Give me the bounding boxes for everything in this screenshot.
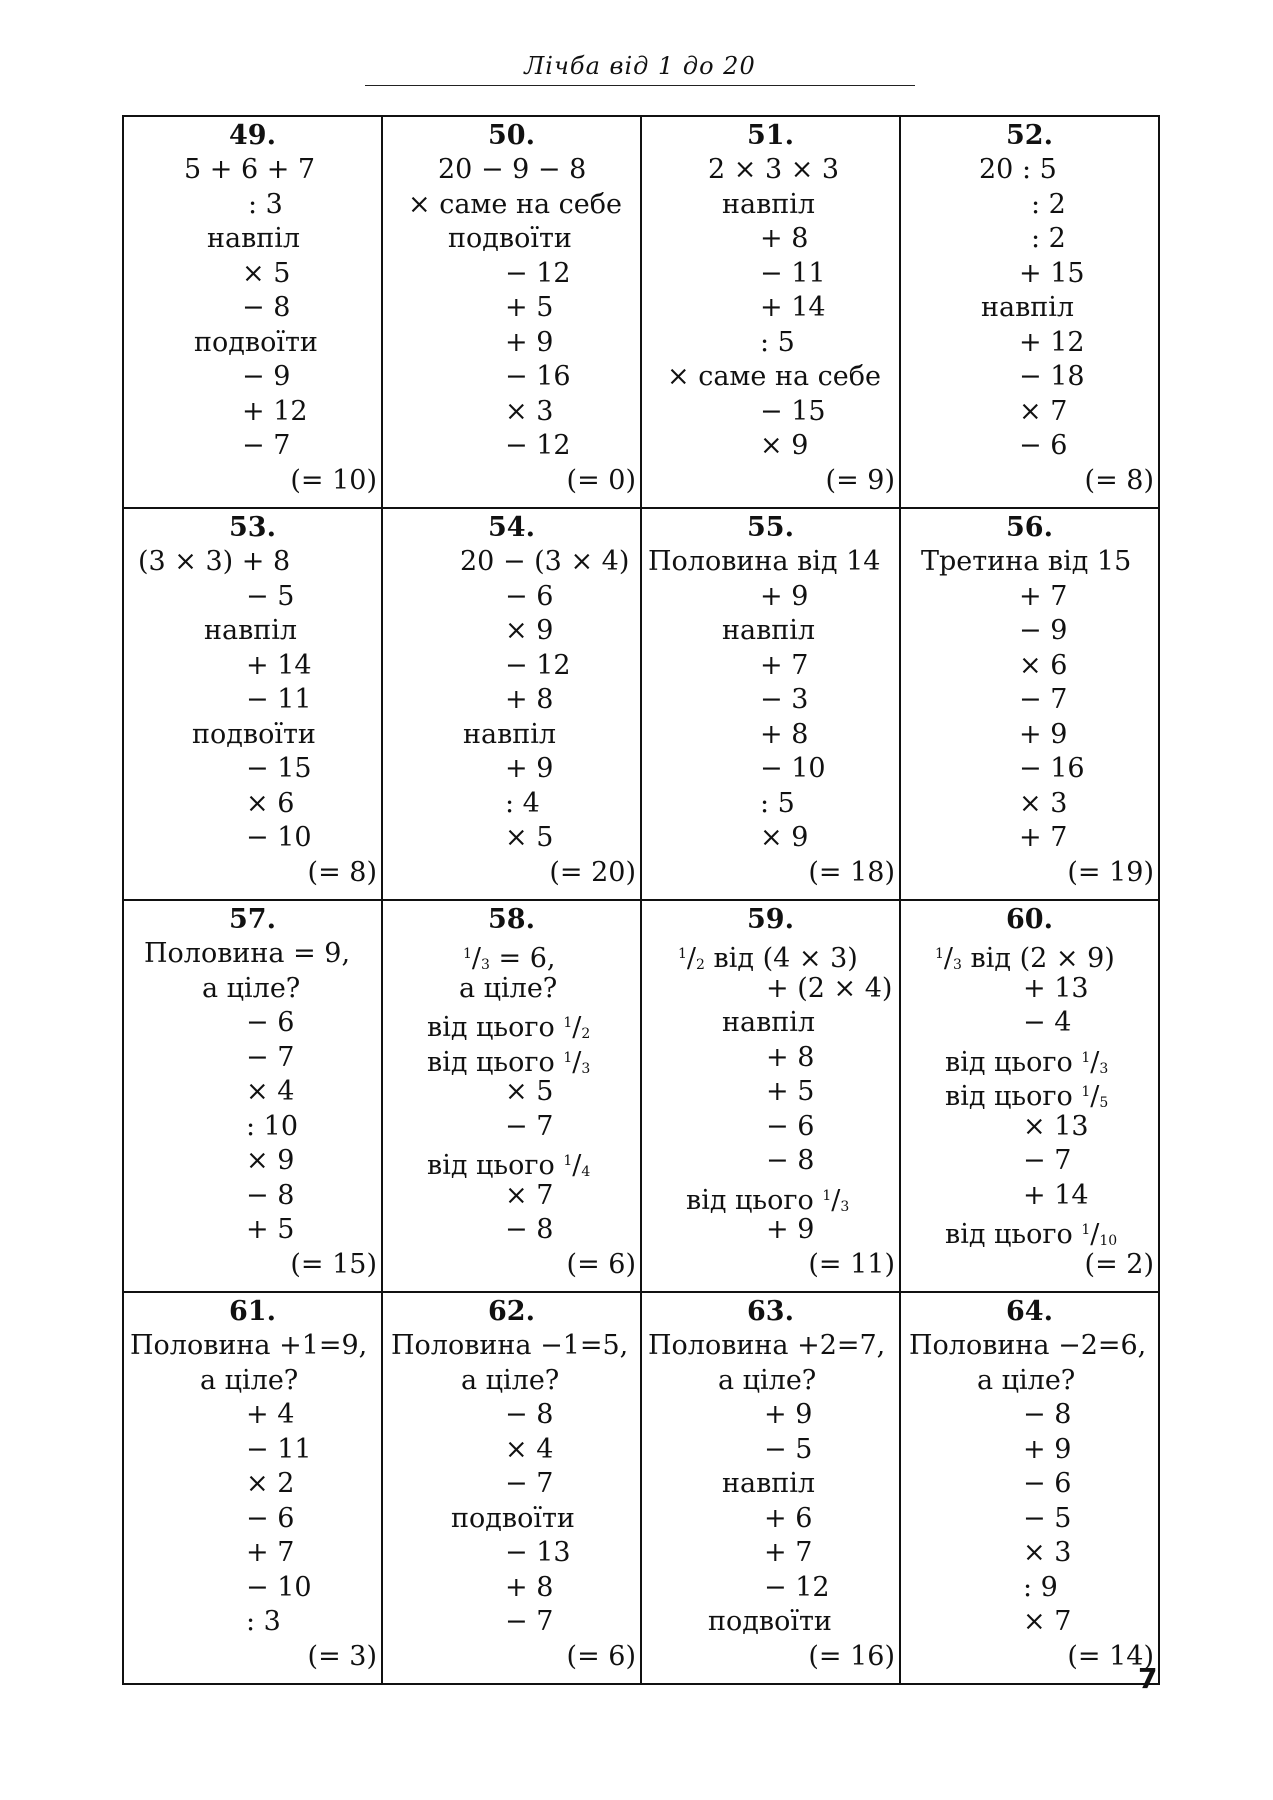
exercise-cell bbox=[382, 900, 641, 1292]
exercise-answer: (= 3) bbox=[307, 1640, 377, 1672]
exercise-step: а ціле? bbox=[200, 1364, 299, 1396]
exercise-step: $^1/_3 = 6$, bbox=[463, 943, 556, 974]
exercise-number: 60. bbox=[1006, 904, 1053, 935]
exercise-step: × 2 bbox=[246, 1468, 295, 1499]
exercise-answer: (= 2) bbox=[1084, 1248, 1154, 1280]
exercise-step: 5 + 6 + 7 bbox=[184, 154, 316, 185]
exercise-step: + 9 bbox=[766, 1214, 815, 1245]
exercise-59 bbox=[642, 901, 899, 1291]
exercise-step: + 15 bbox=[1019, 257, 1085, 289]
exercise-step: + 14 bbox=[246, 649, 312, 681]
exercise-step: подвоїти bbox=[194, 326, 318, 358]
exercise-53 bbox=[124, 509, 381, 899]
exercise-cell bbox=[123, 116, 382, 508]
exercise-number: 51. bbox=[747, 120, 794, 151]
exercise-49 bbox=[124, 117, 381, 507]
exercise-step: + 5 bbox=[766, 1076, 815, 1107]
exercise-step: − 5 bbox=[246, 580, 295, 612]
exercise-step: − 8 bbox=[505, 1214, 554, 1245]
exercise-step: − 7 bbox=[1019, 684, 1068, 715]
exercise-step: × 7 bbox=[505, 1179, 554, 1211]
exercise-number: 57. bbox=[229, 904, 276, 935]
exercise-step: : 4 bbox=[505, 787, 540, 819]
exercise-step: + 8 bbox=[760, 718, 809, 750]
exercise-cell bbox=[382, 116, 641, 508]
exercise-step: навпіл bbox=[207, 223, 301, 254]
exercise-step: 20 : 5 bbox=[979, 154, 1057, 185]
exercise-number: 53. bbox=[229, 512, 276, 543]
exercise-step: 20 − 9 − 8 bbox=[438, 154, 587, 185]
exercise-56 bbox=[901, 509, 1158, 899]
exercise-step: + 14 bbox=[1023, 1179, 1089, 1211]
exercise-step: − 9 bbox=[1019, 615, 1068, 646]
exercise-step: Половина −2=6, bbox=[909, 1330, 1147, 1361]
exercise-number: 64. bbox=[1006, 1296, 1053, 1327]
exercise-58 bbox=[383, 901, 640, 1291]
exercise-step: × 7 bbox=[1023, 1606, 1072, 1637]
exercise-step: − 5 bbox=[764, 1433, 813, 1465]
exercise-answer: (= 15) bbox=[290, 1248, 377, 1280]
exercise-step: Половина +1=9, bbox=[130, 1330, 368, 1361]
exercise-step: − 6 bbox=[505, 580, 554, 612]
exercise-step: : 2 bbox=[1031, 223, 1066, 254]
exercise-step: − 6 bbox=[246, 1502, 295, 1534]
exercise-step: а ціле? bbox=[202, 972, 301, 1004]
exercise-step: від цього $^1/_3$ bbox=[945, 1046, 1109, 1078]
exercise-step: навпіл bbox=[722, 188, 816, 220]
exercise-step: − 7 bbox=[1023, 1145, 1072, 1176]
exercise-cell bbox=[900, 508, 1159, 900]
exercise-answer: (= 16) bbox=[808, 1640, 895, 1672]
exercise-step: − 11 bbox=[246, 684, 312, 715]
exercise-answer: (= 19) bbox=[1067, 856, 1154, 888]
exercise-step: × саме на себе bbox=[408, 188, 622, 220]
exercise-step: а ціле? bbox=[977, 1364, 1076, 1396]
exercise-step: × 9 bbox=[760, 430, 809, 461]
exercise-number: 56. bbox=[1006, 512, 1053, 543]
exercise-step: від цього $^1/_3$ bbox=[686, 1184, 850, 1216]
exercise-step: $^1/_2$ від (4 × 3) bbox=[678, 943, 858, 974]
exercise-step: − 8 bbox=[242, 292, 291, 323]
exercise-step: навпіл bbox=[722, 1007, 816, 1038]
exercise-cell bbox=[123, 1292, 382, 1684]
exercise-step: × 3 bbox=[1023, 1537, 1072, 1568]
exercise-number: 49. bbox=[229, 120, 276, 151]
exercise-step: × 6 bbox=[246, 787, 295, 819]
exercise-answer: (= 9) bbox=[825, 464, 895, 496]
exercise-step: − 12 bbox=[505, 649, 571, 681]
exercise-51 bbox=[642, 117, 899, 507]
exercise-step: + 5 bbox=[246, 1214, 295, 1245]
exercise-step: × 5 bbox=[242, 257, 291, 289]
exercise-step: − 7 bbox=[242, 430, 291, 461]
exercise-step: × 9 bbox=[505, 615, 554, 646]
exercise-step: + 8 bbox=[760, 223, 809, 254]
exercise-step: + 8 bbox=[505, 684, 554, 715]
exercise-answer: (= 11) bbox=[808, 1248, 895, 1280]
exercise-answer: (= 18) bbox=[808, 856, 895, 888]
exercise-answer: (= 6) bbox=[566, 1640, 636, 1672]
exercise-step: навпіл bbox=[722, 1468, 816, 1499]
exercise-step: + 7 bbox=[760, 649, 809, 681]
exercise-step: − 12 bbox=[764, 1571, 830, 1603]
exercise-number: 59. bbox=[747, 904, 794, 935]
exercise-step: − 8 bbox=[1023, 1399, 1072, 1430]
exercise-answer: (= 6) bbox=[566, 1248, 636, 1280]
exercise-step: + 14 bbox=[760, 292, 826, 323]
exercise-answer: (= 0) bbox=[566, 464, 636, 496]
exercise-step: − 15 bbox=[246, 753, 312, 784]
exercise-step: − 7 bbox=[505, 1606, 554, 1637]
page-number: 7 bbox=[1138, 1662, 1158, 1695]
exercise-step: + 8 bbox=[505, 1571, 554, 1603]
exercise-step: × 5 bbox=[505, 1076, 554, 1107]
exercise-cell bbox=[900, 1292, 1159, 1684]
grid-row bbox=[123, 1292, 1159, 1684]
exercise-step: − 13 bbox=[505, 1537, 571, 1568]
exercise-step: 2 × 3 × 3 bbox=[708, 154, 840, 185]
exercise-step: навпіл bbox=[722, 615, 816, 646]
exercise-step: + 12 bbox=[1019, 326, 1085, 358]
exercise-52 bbox=[901, 117, 1158, 507]
exercise-answer: (= 8) bbox=[1084, 464, 1154, 496]
exercise-cell bbox=[641, 116, 900, 508]
exercise-grid bbox=[122, 115, 1160, 1685]
exercise-step: × 5 bbox=[505, 822, 554, 853]
exercise-cell bbox=[382, 508, 641, 900]
exercise-step: (3 × 3) + 8 bbox=[138, 546, 291, 577]
exercise-step: Половина −1=5, bbox=[391, 1330, 629, 1361]
exercise-step: а ціле? bbox=[459, 972, 558, 1004]
exercise-cell bbox=[641, 1292, 900, 1684]
exercise-step: + 6 bbox=[764, 1502, 813, 1534]
exercise-step: × 9 bbox=[246, 1145, 295, 1176]
exercise-60 bbox=[901, 901, 1158, 1291]
exercise-step: навпіл bbox=[981, 292, 1075, 323]
exercise-number: 62. bbox=[488, 1296, 535, 1327]
exercise-answer: (= 10) bbox=[290, 464, 377, 496]
exercise-step: + 9 bbox=[1019, 718, 1068, 750]
exercise-number: 50. bbox=[488, 120, 535, 151]
exercise-step: − 3 bbox=[760, 684, 809, 715]
exercise-62 bbox=[383, 1293, 640, 1683]
exercise-step: + 9 bbox=[505, 753, 554, 784]
exercise-step: + 7 bbox=[1019, 822, 1068, 853]
exercise-cell bbox=[382, 1292, 641, 1684]
exercise-step: − 6 bbox=[1019, 430, 1068, 461]
exercise-step: − 16 bbox=[505, 361, 571, 392]
exercise-54 bbox=[383, 509, 640, 899]
exercise-step: Половина від 14 bbox=[648, 546, 881, 577]
exercise-step: − 12 bbox=[505, 430, 571, 461]
exercise-step: від цього $^1/_3$ bbox=[427, 1046, 591, 1078]
exercise-step: : 2 bbox=[1031, 188, 1066, 220]
exercise-step: − 8 bbox=[246, 1179, 295, 1211]
exercise-step: − 6 bbox=[246, 1007, 295, 1038]
exercise-step: × 6 bbox=[1019, 649, 1068, 681]
exercise-step: × 9 bbox=[760, 822, 809, 853]
exercise-61 bbox=[124, 1293, 381, 1683]
exercise-cell bbox=[123, 900, 382, 1292]
exercise-step: а ціле? bbox=[461, 1364, 560, 1396]
exercise-number: 61. bbox=[229, 1296, 276, 1327]
exercise-cell bbox=[123, 508, 382, 900]
exercise-step: + 8 bbox=[766, 1041, 815, 1073]
exercise-57 bbox=[124, 901, 381, 1291]
exercise-number: 58. bbox=[488, 904, 535, 935]
running-header: Лічба від 1 до 20 bbox=[524, 52, 756, 80]
exercise-step: : 5 bbox=[760, 787, 795, 819]
exercise-step: + 7 bbox=[1019, 580, 1068, 612]
grid-row bbox=[123, 508, 1159, 900]
exercise-step: − 7 bbox=[505, 1110, 554, 1142]
exercise-cell bbox=[900, 900, 1159, 1292]
exercise-step: подвоїти bbox=[708, 1606, 832, 1637]
exercise-step: + 9 bbox=[760, 580, 809, 612]
exercise-step: від цього $^1/_2$ bbox=[427, 1012, 591, 1043]
exercise-63 bbox=[642, 1293, 899, 1683]
exercise-step: − 5 bbox=[1023, 1502, 1072, 1534]
exercise-step: × 3 bbox=[1019, 787, 1068, 819]
exercise-step: : 5 bbox=[760, 326, 795, 358]
exercise-number: 54. bbox=[488, 512, 535, 543]
exercise-step: : 10 bbox=[246, 1110, 299, 1142]
exercise-step: + 5 bbox=[505, 292, 554, 323]
exercise-step: × 7 bbox=[1019, 395, 1068, 427]
exercise-step: − 4 bbox=[1023, 1007, 1072, 1038]
exercise-step: подвоїти bbox=[192, 718, 316, 750]
exercise-step: від цього $^1/_4$ bbox=[427, 1150, 591, 1181]
exercise-step: + 7 bbox=[764, 1537, 813, 1568]
exercise-number: 52. bbox=[1006, 120, 1053, 151]
exercise-step: − 7 bbox=[246, 1041, 295, 1073]
exercise-step: подвоїти bbox=[451, 1502, 575, 1534]
exercise-step: навпіл bbox=[463, 718, 557, 750]
exercise-step: $^1/_3$ від (2 × 9) bbox=[935, 943, 1115, 974]
exercise-step: + 7 bbox=[246, 1537, 295, 1568]
exercise-step: + 9 bbox=[764, 1399, 813, 1430]
exercise-step: × саме на себе bbox=[667, 361, 881, 392]
exercise-step: × 4 bbox=[246, 1076, 295, 1107]
exercise-cell bbox=[900, 116, 1159, 508]
exercise-step: − 7 bbox=[505, 1468, 554, 1499]
exercise-step: − 10 bbox=[246, 1571, 312, 1603]
exercise-step: Половина +2=7, bbox=[648, 1330, 886, 1361]
exercise-step: подвоїти bbox=[448, 223, 572, 254]
exercise-64 bbox=[901, 1293, 1158, 1683]
exercise-step: Половина = 9, bbox=[144, 938, 351, 969]
exercise-step: − 12 bbox=[505, 257, 571, 289]
header-rule bbox=[365, 85, 915, 86]
exercise-answer: (= 14) bbox=[1067, 1640, 1154, 1672]
grid-row bbox=[123, 116, 1159, 508]
exercise-step: + 9 bbox=[1023, 1433, 1072, 1465]
exercise-step: − 6 bbox=[766, 1110, 815, 1142]
exercise-step: − 11 bbox=[760, 257, 826, 289]
grid-row bbox=[123, 900, 1159, 1292]
exercise-step: − 11 bbox=[246, 1433, 312, 1465]
exercise-step: − 8 bbox=[505, 1399, 554, 1430]
exercise-step: × 13 bbox=[1023, 1110, 1089, 1142]
exercise-step: : 3 bbox=[246, 1606, 281, 1637]
exercise-cell bbox=[641, 900, 900, 1292]
exercise-cell bbox=[641, 508, 900, 900]
exercise-step: + 12 bbox=[242, 395, 308, 427]
exercise-number: 63. bbox=[747, 1296, 794, 1327]
exercise-50 bbox=[383, 117, 640, 507]
exercise-step: − 15 bbox=[760, 395, 826, 427]
exercise-step: − 8 bbox=[766, 1145, 815, 1176]
exercise-step: а ціле? bbox=[718, 1364, 817, 1396]
exercise-step: + 13 bbox=[1023, 972, 1089, 1004]
exercise-step: : 9 bbox=[1023, 1571, 1058, 1603]
exercise-number: 55. bbox=[747, 512, 794, 543]
exercise-answer: (= 8) bbox=[307, 856, 377, 888]
exercise-step: × 3 bbox=[505, 395, 554, 427]
exercise-step: − 16 bbox=[1019, 753, 1085, 784]
exercise-step: − 6 bbox=[1023, 1468, 1072, 1499]
exercise-step: від цього $^1/_5$ bbox=[945, 1081, 1109, 1112]
exercise-55 bbox=[642, 509, 899, 899]
exercise-step: − 9 bbox=[242, 361, 291, 392]
exercise-step: навпіл bbox=[204, 615, 298, 646]
exercise-step: + 9 bbox=[505, 326, 554, 358]
exercise-step: 20 − (3 × 4) bbox=[460, 546, 630, 577]
exercise-step: + (2 × 4) bbox=[766, 972, 893, 1004]
exercise-step: − 10 bbox=[246, 822, 312, 853]
exercise-step: Третина від 15 bbox=[921, 546, 1132, 577]
exercise-step: + 4 bbox=[246, 1399, 295, 1430]
exercise-step: : 3 bbox=[248, 188, 283, 220]
exercise-step: від цього $^1/_{10}$ bbox=[945, 1219, 1118, 1250]
exercise-step: − 10 bbox=[760, 753, 826, 784]
exercise-answer: (= 20) bbox=[549, 856, 636, 888]
exercise-step: × 4 bbox=[505, 1433, 554, 1465]
exercise-step: − 18 bbox=[1019, 361, 1085, 392]
